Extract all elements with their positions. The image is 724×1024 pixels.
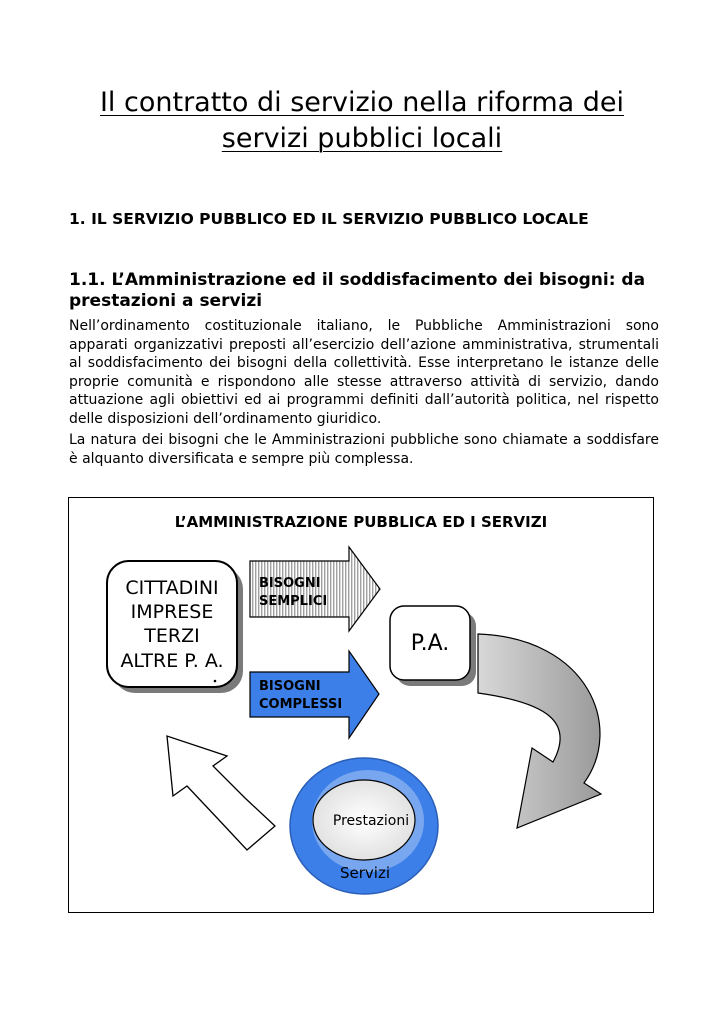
diagram-svg <box>69 498 653 912</box>
diagram-figure <box>68 497 654 913</box>
document-title <box>60 85 664 157</box>
servizi-label: Servizi <box>339 864 391 882</box>
title-line-1: Il contratto di servizio nella riforma dei <box>99 87 625 118</box>
subsection-heading: 1.1. L’Amministrazione ed il soddisfacimento dei bisogni: da prestazioni a servizi <box>69 270 646 311</box>
complex-needs-label-2: COMPLESSI <box>259 697 343 712</box>
complex-needs-label-1: BISOGNI <box>259 679 321 694</box>
simple-needs-label-1: BISOGNI <box>259 576 321 591</box>
paragraph-1: Nell’ordinamento costituzionale italiano, le Pubbliche Amministrazioni sono apparati organizzativi preposti all’esercizio dell’azione amministrativa, strumentali al soddisfacimento dei bisogni della collettività. Esse interpretano le istanze delle proprie comunità e rispondono alle stesse attraverso attività di servizio, dando attuazione agli obiettivi ed ai programmi definiti dall’autorità politica, nel rispetto delle disposizioni dell’ordinamento giuridico. <box>69 318 659 427</box>
actor-other-pa: ALTRE P. A. <box>120 650 224 672</box>
title-line-2: servizi pubblici locali <box>221 123 503 154</box>
actor-third-parties: TERZI <box>144 625 200 647</box>
dot-mark <box>214 680 217 683</box>
simple-needs-label-2: SEMPLICI <box>259 594 328 609</box>
return-curved-arrow <box>478 634 601 828</box>
pa-label: P.A. <box>410 631 450 656</box>
feedback-arrow <box>167 736 275 850</box>
prestazioni-label: Prestazioni <box>332 813 410 829</box>
actor-citizens: CITTADINI <box>125 577 219 599</box>
paragraph-2: La natura dei bisogni che le Amministrazioni pubbliche sono chiamate a soddisfare è alquanto diversificata e sempre più complessa. <box>69 432 659 467</box>
complex-needs-arrow <box>250 651 379 738</box>
section-heading: 1. IL SERVIZIO PUBBLICO ED IL SERVIZIO PUBBLICO LOCALE <box>69 210 589 228</box>
actor-businesses: IMPRESE <box>130 601 214 623</box>
figure-title: L’AMMINISTRAZIONE PUBBLICA ED I SERVIZI <box>174 513 548 531</box>
